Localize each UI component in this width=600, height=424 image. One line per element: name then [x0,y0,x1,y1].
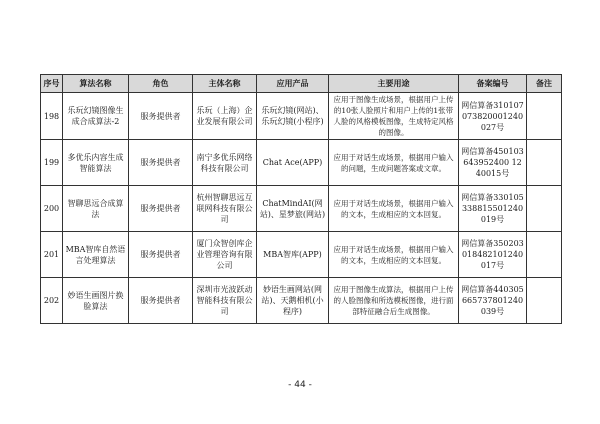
header-role: 角色 [129,75,193,93]
table-row [41,93,562,140]
header-filing: 备案编号 [459,75,527,93]
cell-role: 服务提供者 [129,278,193,324]
header-algorithm: 算法名称 [63,75,129,93]
cell-note [527,93,562,140]
table-row [41,278,562,324]
algorithm-registry-table [40,74,562,324]
header-no: 序号 [41,75,63,93]
cell-no: 202 [41,278,63,324]
cell-entity: 乐玩（上海）企业发展有限公司 [193,93,257,140]
cell-product: MBA智库(APP) [257,232,329,278]
cell-algorithm: 多优乐内容生成智能算法 [63,140,129,186]
cell-entity: 南宁多优乐网络科技有限公司 [193,140,257,186]
header-note: 备注 [527,75,562,93]
cell-no: 199 [41,140,63,186]
cell-product: ChatMindAI(网站)、星梦旅(网站) [257,186,329,232]
cell-filing: 网信算备450103643952400 1240015号 [459,140,527,186]
cell-role: 服务提供者 [129,140,193,186]
cell-usage: 应用于对话生成场景，根据用户输入的文本，生成相应的文本回复。 [329,186,459,232]
cell-usage: 应用于图像生成算法，根据用户上传的人脸图像和所选模板图像，进行面部特征融合后生成图像。 [329,278,459,324]
cell-entity: 深圳市光波跃动智能科技有限公司 [193,278,257,324]
header-entity: 主体名称 [193,75,257,93]
header-usage: 主要用途 [329,75,459,93]
header-product: 应用产品 [257,75,329,93]
cell-algorithm: MBA智库自然语言处理算法 [63,232,129,278]
cell-note [527,278,562,324]
cell-filing: 网信算备310107073820001240027号 [459,93,527,140]
cell-usage: 应用于对话生成场景，根据用户输入的文本，生成相应的文本回复。 [329,232,459,278]
cell-no: 201 [41,232,63,278]
table-header-row [41,75,562,93]
cell-filing: 网信算备440305665737801240039号 [459,278,527,324]
cell-no: 200 [41,186,63,232]
cell-note [527,186,562,232]
table-row [41,140,562,186]
table-row [41,232,562,278]
cell-note [527,232,562,278]
cell-entity: 杭州智聊思远互联网科技有限公司 [193,186,257,232]
cell-product: 妙语生画网站(网站)、天鹅相机(小程序) [257,278,329,324]
cell-usage: 应用于图像生成场景，根据用户上传的10张人脸照片和用户上传的1张带人脸的风格模板图像，生成特定风格的图像。 [329,93,459,140]
cell-role: 服务提供者 [129,93,193,140]
cell-usage: 应用于对话生成场景，根据用户输入的问题，生成问题答案或文章。 [329,140,459,186]
cell-role: 服务提供者 [129,232,193,278]
cell-note [527,140,562,186]
cell-filing: 网信算备350203018482101240017号 [459,232,527,278]
cell-product: 乐玩幻镜(网站)、乐玩幻镜(小程序) [257,93,329,140]
cell-role: 服务提供者 [129,186,193,232]
page-number: - 44 - [288,380,312,390]
table-row [41,186,562,232]
cell-entity: 厦门众智创库企业管理咨询有限公司 [193,232,257,278]
cell-filing: 网信算备330105338815501240019号 [459,186,527,232]
cell-algorithm: 妙语生画图片换脸算法 [63,278,129,324]
cell-algorithm: 智聊思远合成算法 [63,186,129,232]
cell-no: 198 [41,93,63,140]
cell-product: Chat Ace(APP) [257,140,329,186]
cell-algorithm: 乐玩幻镜图像生成合成算法-2 [63,93,129,140]
